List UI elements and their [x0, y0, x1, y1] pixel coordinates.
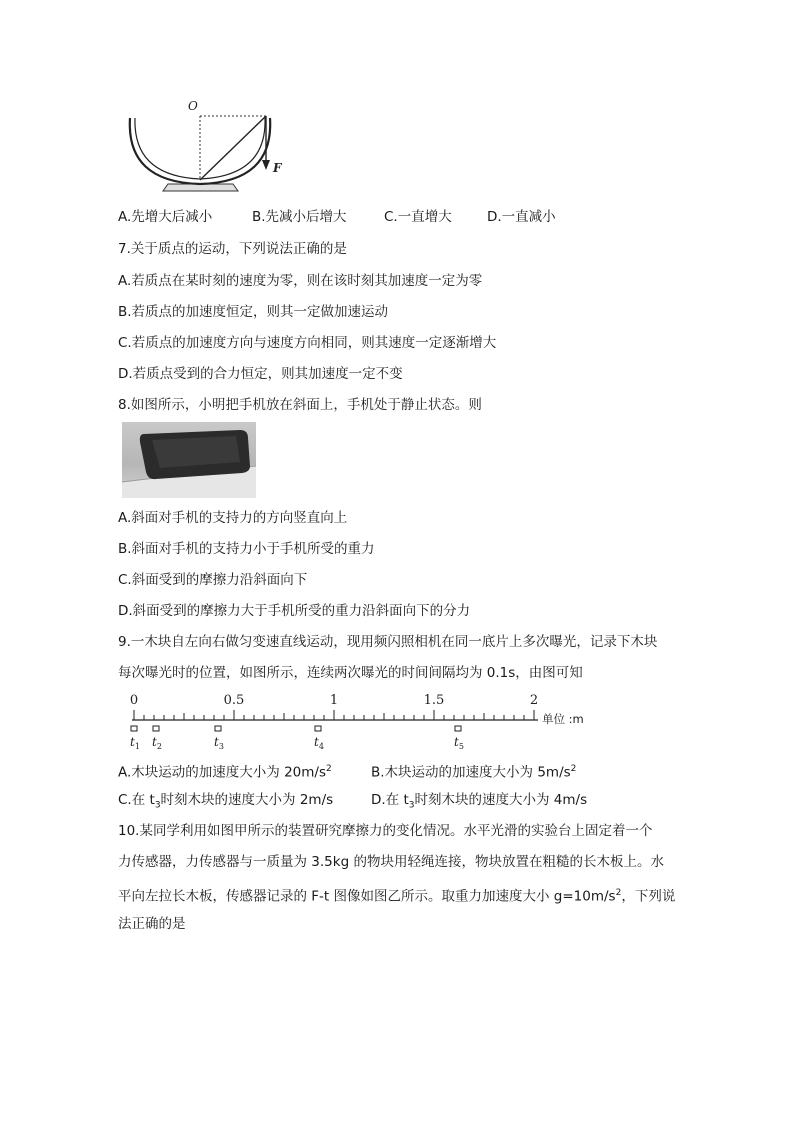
ruler-label: 0.5 — [223, 693, 245, 708]
q9-option-d-post: 时刻木块的速度大小为 4m/s — [414, 792, 588, 808]
block-marker — [131, 726, 137, 731]
label-f: F — [273, 161, 282, 175]
q10-line3 — [118, 884, 675, 906]
q9-option-c-post: 时刻木块的速度大小为 2m/s — [160, 792, 334, 808]
q9-stem-line2: 每次曝光时的位置，如图所示，连续两次曝光的时间间隔均为 0.1s，由图可知 — [118, 665, 583, 681]
block-time-label: $t_4$ — [314, 735, 324, 751]
q7-option-b: B.若质点的加速度恒定，则其一定做加速运动 — [118, 304, 389, 320]
q10-line2: 力传感器，力传感器与一质量为 3.5kg 的物块用轻绳连接，物块放置在粗糙的长木板上。水 — [118, 854, 664, 870]
q9-option-b-text: B.木块运动的加速度大小为 5m/s — [371, 764, 571, 781]
ruler-unit: 单位 :m — [542, 712, 584, 726]
q7-option-a: A.若质点在某时刻的速度为零，则在该时刻其加速度一定为零 — [118, 273, 483, 289]
q8-option-b: B.斜面对手机的支持力小于手机所受的重力 — [118, 541, 375, 557]
q9-option-a-sup: 2 — [326, 764, 332, 774]
q10-line3-sup: 2 — [615, 888, 622, 898]
block-marker — [455, 726, 461, 731]
q7-option-d: D.若质点受到的合力恒定，则其加速度一定不变 — [118, 366, 403, 382]
q6-option-c: C.一直增大 — [384, 209, 452, 225]
q9-option-c-pre: C.在 t — [118, 792, 155, 808]
q6-bowl-figure — [118, 96, 288, 196]
q9-option-b-sup: 2 — [570, 764, 577, 774]
block-time-label: $t_5$ — [454, 735, 464, 751]
q9-option-b — [371, 760, 576, 782]
force-arrow-head — [262, 160, 270, 170]
q10-line1: 10.某同学利用如图甲所示的装置研究摩擦力的变化情况。水平光滑的实验台上固定着一个 — [118, 823, 653, 839]
rod-line — [200, 116, 266, 180]
q9-option-d — [371, 791, 587, 815]
q6-option-b: B.先减小后增大 — [252, 209, 347, 225]
q8-stem: 8.如图所示，小明把手机放在斜面上，手机处于静止状态。则 — [118, 397, 482, 413]
q7-stem: 7.关于质点的运动，下列说法正确的是 — [118, 241, 347, 257]
q8-option-d: D.斜面受到的摩擦力大于手机所受的重力沿斜面向下的分力 — [118, 603, 471, 619]
block-marker — [215, 726, 221, 731]
q6-option-a: A.先增大后减小 — [118, 209, 213, 225]
ruler-label: 2 — [529, 693, 539, 708]
q9-option-d-sub: 3 — [408, 800, 415, 811]
q10-line4: 法正确的是 — [118, 916, 186, 932]
ruler-labels — [130, 693, 538, 708]
block-time-label: $t_2$ — [152, 735, 162, 751]
q7-option-c: C.若质点的加速度方向与速度方向相同，则其速度一定逐渐增大 — [118, 335, 497, 351]
q8-phone-svg — [122, 422, 256, 498]
q8-option-c: C.斜面受到的摩擦力沿斜面向下 — [118, 572, 308, 588]
ruler-label: 0 — [129, 693, 139, 708]
ruler-label: 1 — [329, 693, 339, 708]
q9-option-c — [118, 791, 333, 815]
ruler-label: 1.5 — [423, 693, 445, 708]
block-time-label: $t_1$ — [130, 735, 140, 751]
q6-option-d: D.一直减小 — [487, 209, 556, 225]
ruler-marks — [130, 726, 464, 751]
ruler-ticks — [134, 710, 534, 720]
q8-option-a: A.斜面对手机的支持力的方向竖直向上 — [118, 510, 348, 526]
q10-line3-post: ，下列说 — [621, 888, 676, 905]
q9-option-a-text: A.木块运动的加速度大小为 20m/s — [118, 764, 326, 781]
bowl-outer — [130, 118, 270, 184]
block-time-label: $t_3$ — [214, 735, 224, 751]
q9-stem-line1: 9.一木块自左向右做匀变速直线运动，现用频闪照相机在同一底片上多次曝光，记录下木块 — [118, 634, 658, 650]
block-marker — [315, 726, 321, 731]
q8-phone-photo — [122, 422, 256, 498]
label-o: O — [188, 99, 198, 113]
q9-ruler-figure — [120, 690, 600, 752]
block-marker — [153, 726, 159, 731]
q9-option-c-sub: 3 — [154, 800, 161, 811]
q9-option-d-pre: D.在 t — [371, 792, 409, 808]
q9-option-a — [118, 760, 332, 782]
q10-line3-pre: 平向左拉长木板，传感器记录的 F-t 图像如图乙所示。取重力加速度大小 g=10m/s — [118, 888, 616, 905]
